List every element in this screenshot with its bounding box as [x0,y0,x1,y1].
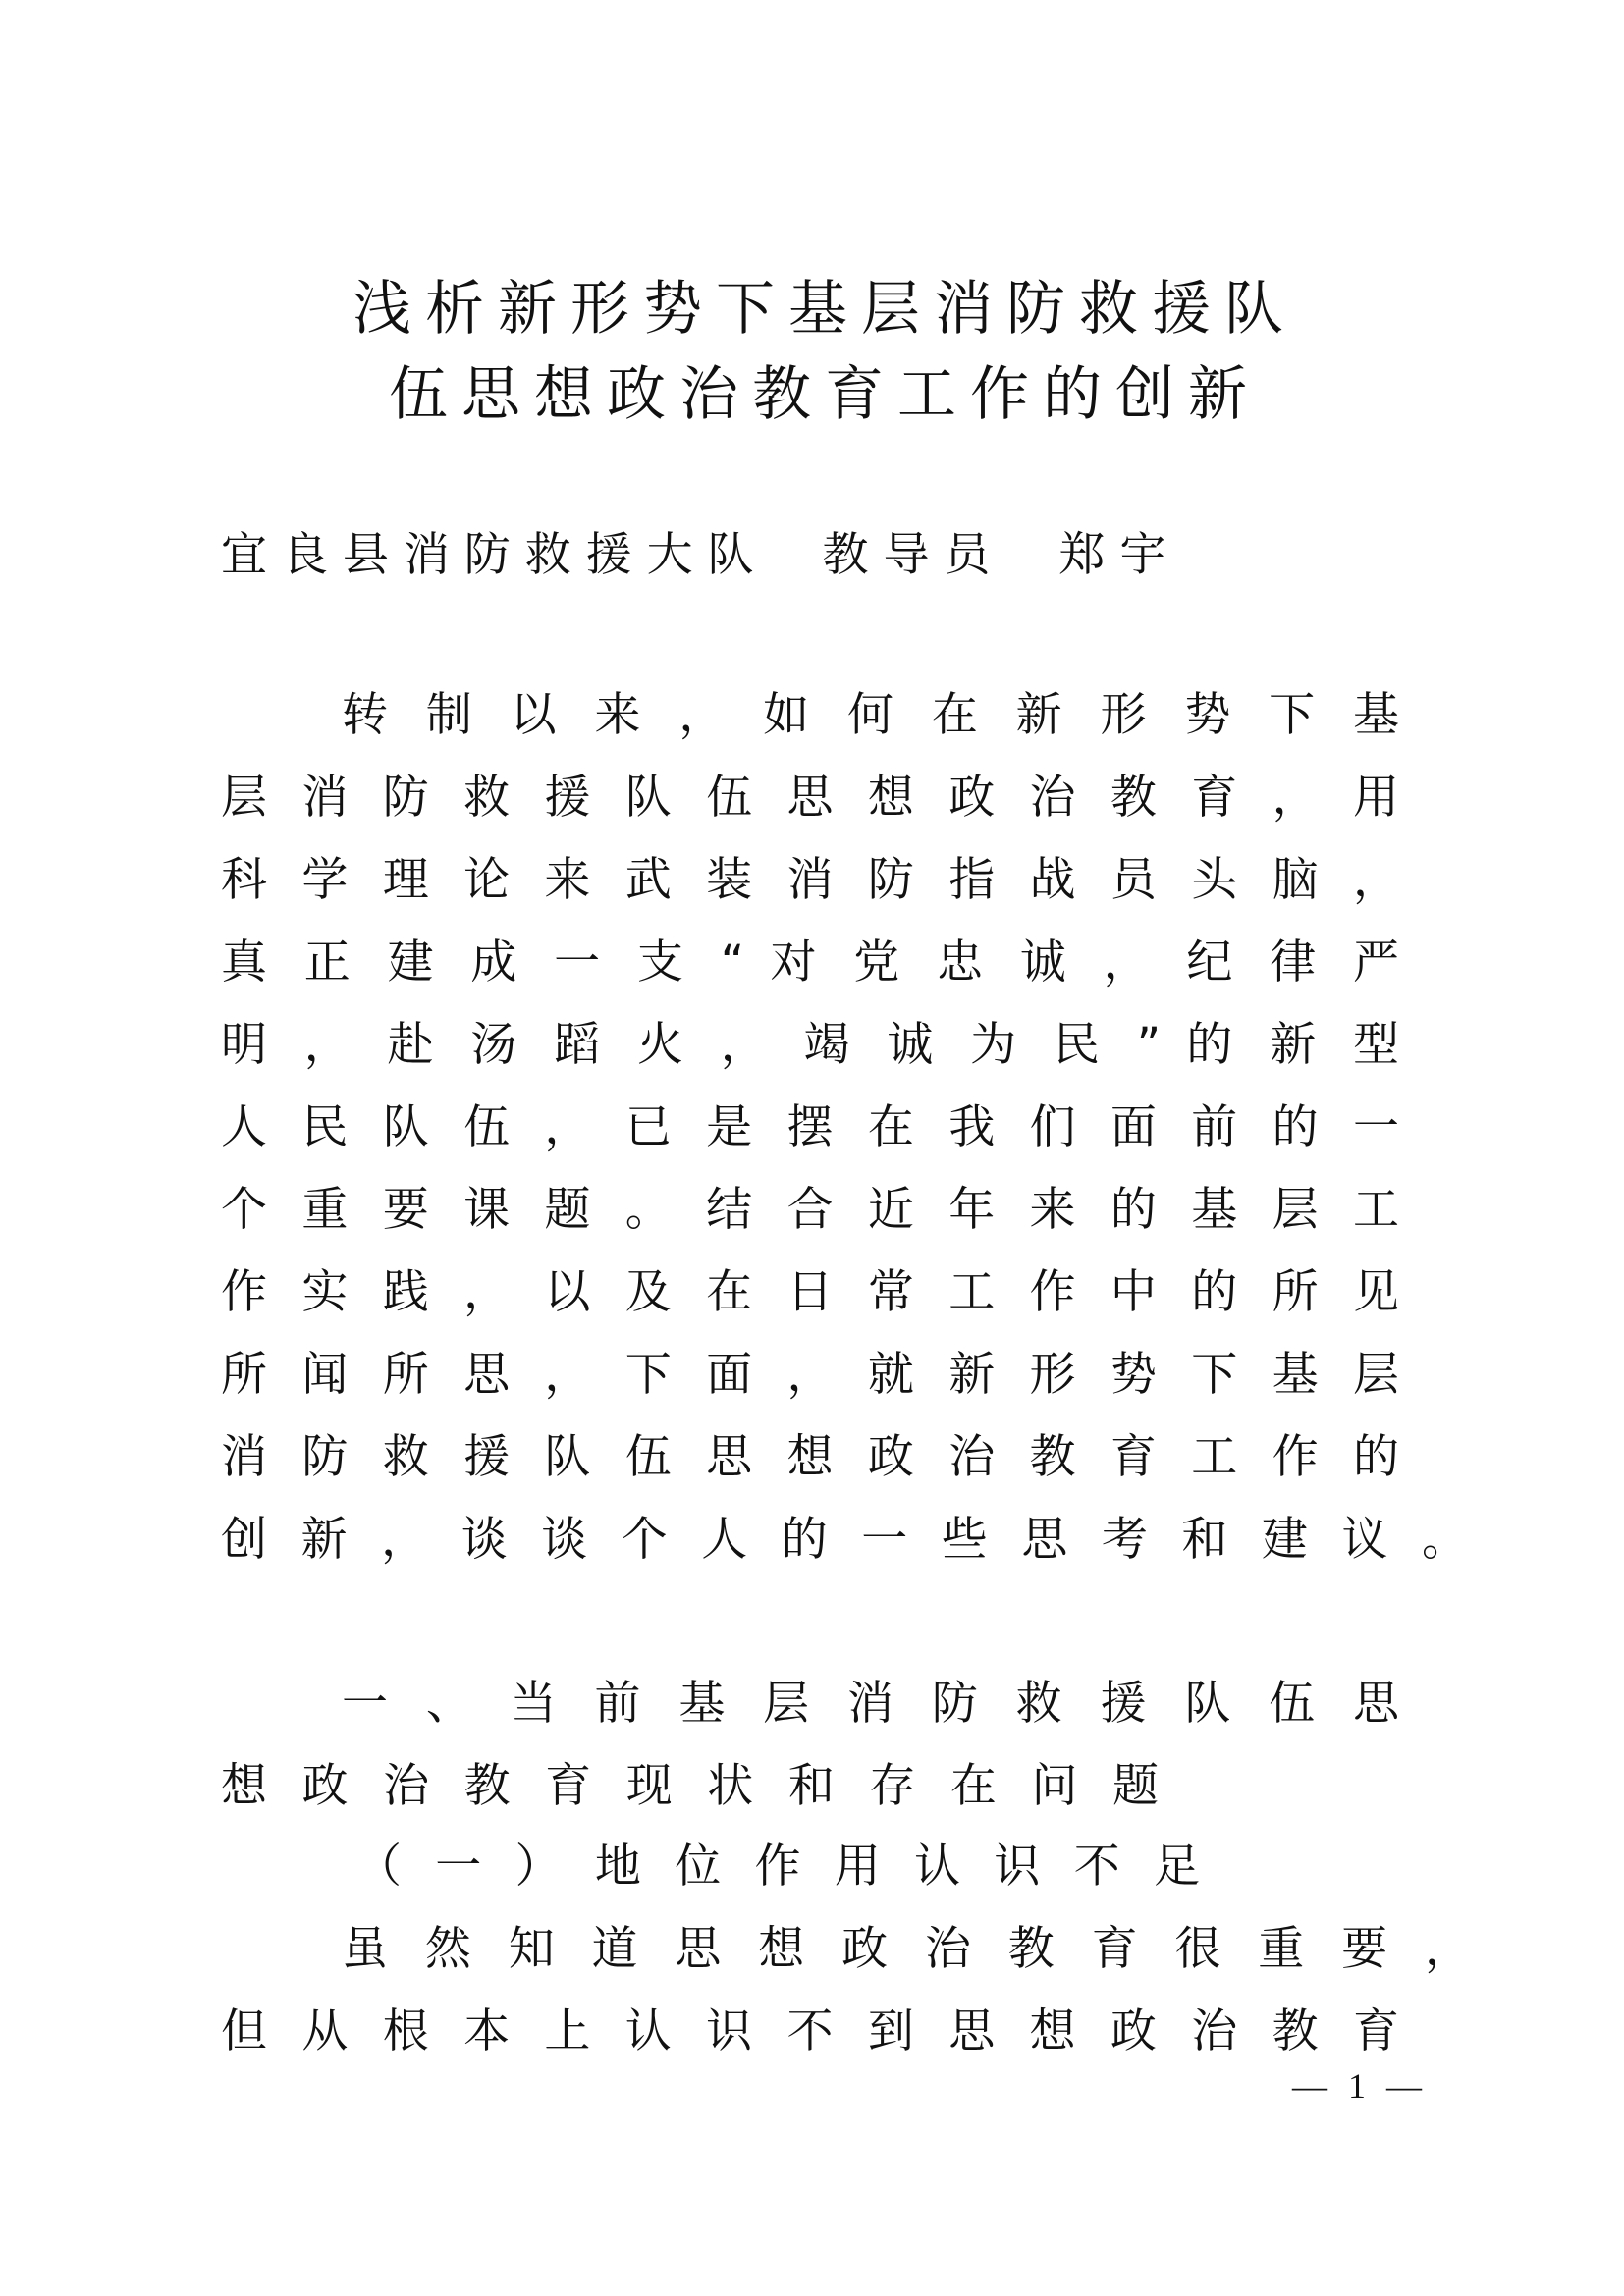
intro-line-7: 个 重 要 课 题 。 结 合 近 年 来 的 基 层 工 [221,1183,1399,1237]
body-line-1: 虽 然 知 道 思 想 政 治 教 育 很 重 要 ， [342,1922,1471,1976]
intro-line-3: 科 学 理 论 来 武 装 消 防 指 战 员 头 脑 ， [221,853,1399,907]
body-line-2: 但 从 根 本 上 认 识 不 到 思 想 政 治 教 育 [221,2004,1399,2058]
document-title-line-2: 伍思想政治教育工作的创新 [389,360,1261,429]
intro-line-5: 明 ， 赴 汤 蹈 火 ， 竭 诚 为 民 ” 的 新 型 [221,1018,1399,1072]
author-name: 郑 宇 [1058,528,1166,582]
intro-line-11: 创 新 ， 谈 谈 个 人 的 一 些 思 考 和 建 议 。 [221,1513,1468,1567]
author-position: 教 导 员 [822,528,991,582]
subsection-1-heading: （ 一 ） 地 位 作 用 认 识 不 足 [355,1840,1200,1894]
section-1-heading-line-2: 想 政 治 教 育 现 状 和 存 在 问 题 [221,1759,1159,1813]
intro-line-1: 转 制 以 来 ， 如 何 在 新 形 势 下 基 [342,688,1399,742]
intro-line-10: 消 防 救 援 队 伍 思 想 政 治 教 育 工 作 的 [221,1430,1399,1484]
document-title-line-1: 浅析新形势下基层消防救援队 [352,275,1297,344]
page-number: — 1 — [1292,2066,1428,2106]
author-unit: 宜 良 县 消 防 救 援 大 队 [221,528,754,582]
intro-line-2: 层 消 防 救 援 队 伍 思 想 政 治 教 育 ， 用 [221,771,1399,825]
intro-line-4: 真 正 建 成 一 支 “ 对 党 忠 诚 ， 纪 律 严 [221,935,1399,989]
intro-line-8: 作 实 践 ， 以 及 在 日 常 工 作 中 的 所 见 [221,1265,1399,1319]
author-line [221,520,1165,591]
section-1-heading-line-1: 一 、 当 前 基 层 消 防 救 援 队 伍 思 [342,1677,1399,1731]
intro-line-6: 人 民 队 伍 ， 已 是 摆 在 我 们 面 前 的 一 [221,1100,1399,1154]
intro-line-9: 所 闻 所 思 ， 下 面 ， 就 新 形 势 下 基 层 [221,1348,1399,1402]
